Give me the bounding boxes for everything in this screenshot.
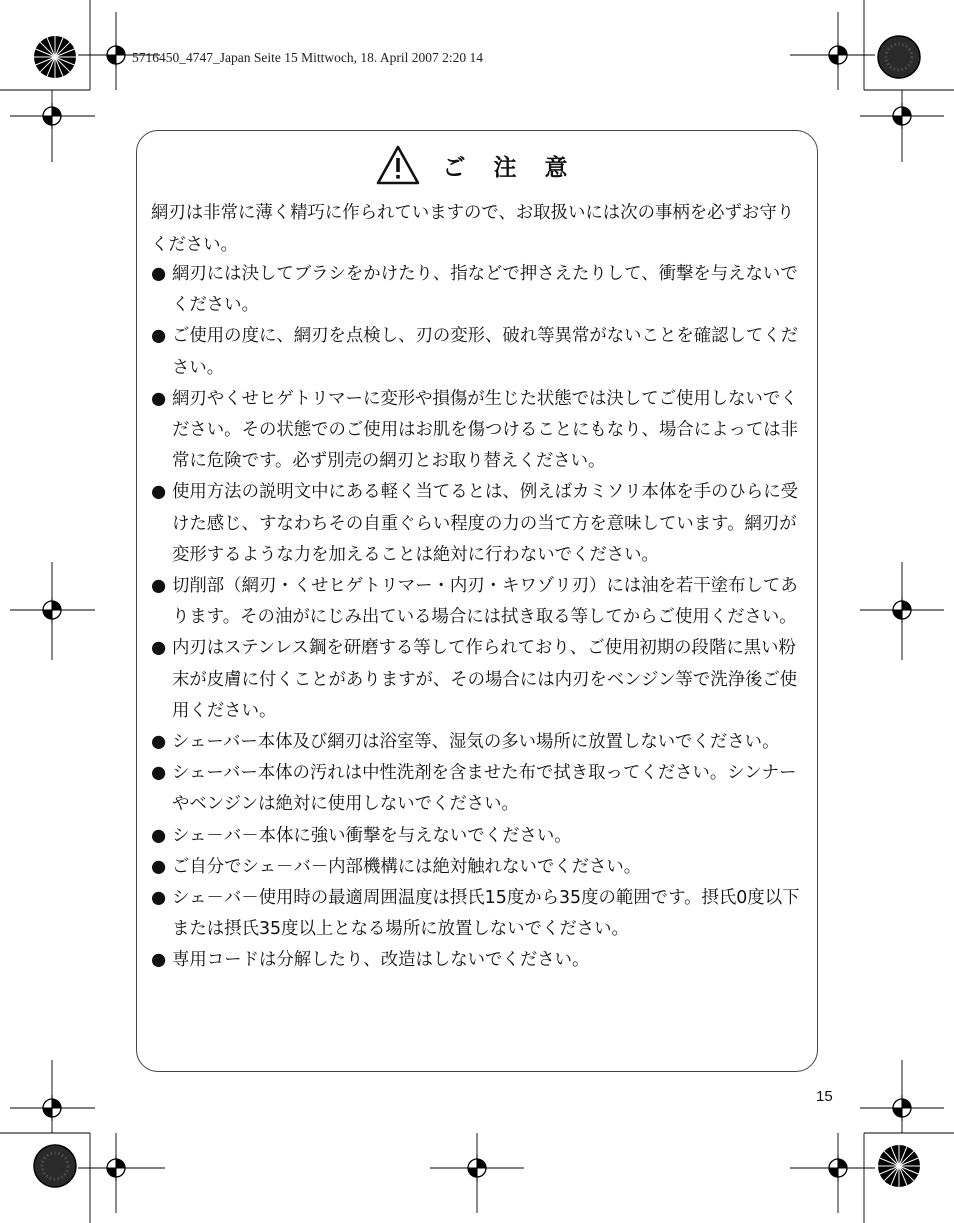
bullet: ● bbox=[151, 638, 167, 659]
list-item-text: 使用方法の説明文中にある軽く当てるとは、例えばカミソリ本体を手のひらに受けた感じ、すなわちその自重ぐらい程度の力の当て方を意味しています。網刃が変形するような力を加えることは絶対に行わないでください。 bbox=[172, 482, 799, 565]
list-item bbox=[151, 727, 807, 758]
bullet: ● bbox=[151, 264, 167, 284]
print-slug: 5716450_4747_Japan Seite 15 Mittwoch, 18. April 2007 2:20 14 bbox=[132, 50, 483, 65]
bullet: ● bbox=[151, 825, 167, 846]
list-item bbox=[151, 852, 807, 883]
list-item bbox=[151, 571, 807, 633]
list-item bbox=[151, 883, 807, 945]
list-item-text: 内刃はステンレス鋼を研磨する等して作られており、ご使用初期の段階に黒い粉末が皮膚に付くことがありますが、その場合には内刃をベンジン等で洗浄後ご使用ください。 bbox=[172, 638, 798, 721]
bullet: ● bbox=[151, 576, 167, 597]
list-item-text: ご自分でシェ－バ－内部機構には絶対触れないでください。 bbox=[172, 856, 642, 877]
list-item-text: シェ－バ－使用時の最適周囲温度は摂氏15度から35度の範囲です。摂氏0度以下または摂氏35度以上となる場所に放置しないでください。 bbox=[172, 888, 800, 940]
list-item bbox=[151, 758, 807, 820]
caution-title: ご 注 意 bbox=[442, 154, 578, 181]
caution-list bbox=[151, 259, 807, 977]
list-item-text: シェ－バ－本体に強い衝撃を与えないでください。 bbox=[172, 825, 572, 846]
caution-header bbox=[137, 145, 817, 185]
list-item bbox=[151, 384, 807, 478]
bullet: ● bbox=[151, 732, 167, 753]
list-item-text: 切削部（網刃・くせヒゲトリマー・内刃・キワゾリ刃）には油を若干塗布してあります。その油がにじみ出ている場合には拭き取る等してからご使用ください。 bbox=[172, 576, 798, 628]
caution-box bbox=[136, 130, 818, 1072]
bullet: ● bbox=[151, 856, 167, 877]
list-item-text: 専用コードは分解したり、改造はしないでください。 bbox=[172, 950, 590, 971]
list-item bbox=[151, 321, 807, 383]
bullet: ● bbox=[151, 326, 167, 347]
list-item-text: ご使用の度に、網刃を点検し、刃の変形、破れ等異常がないことを確認してください。 bbox=[172, 326, 799, 378]
list-item bbox=[151, 259, 807, 321]
list-item-text: シェーバー本体及び網刃は浴室等、湿気の多い場所に放置しないでください。 bbox=[172, 732, 780, 753]
warning-triangle-icon bbox=[376, 145, 420, 185]
list-item bbox=[151, 477, 807, 571]
list-item-text: 網刃には決してブラシをかけたり、指などで押さえたりして、衝撃を与えないでください。 bbox=[172, 264, 798, 316]
bullet: ● bbox=[151, 388, 167, 409]
caution-intro: 網刃は非常に薄く精巧に作られていますので、お取扱いには次の事柄を必ずお守りください。 bbox=[151, 203, 795, 255]
list-item bbox=[151, 633, 807, 727]
list-item-text: 網刃やくせヒゲトリマーに変形や損傷が生じた状態では決してご使用しないでください。その状態でのご使用はお肌を傷つけることにもなり、場合によっては非常に危険です。必ず別売の網刃とお取り替えください。 bbox=[172, 388, 799, 472]
list-item-text: シェーバー本体の汚れは中性洗剤を含ませた布で拭き取ってください。シンナーやベンジンは絶対に使用しないでください。 bbox=[172, 763, 797, 815]
list-item bbox=[151, 945, 807, 976]
list-item bbox=[151, 821, 807, 852]
bullet: ● bbox=[151, 763, 167, 784]
page-number: 15 bbox=[816, 1088, 833, 1105]
bullet: ● bbox=[151, 950, 167, 971]
bullet: ● bbox=[151, 888, 167, 909]
bullet: ● bbox=[151, 482, 167, 503]
